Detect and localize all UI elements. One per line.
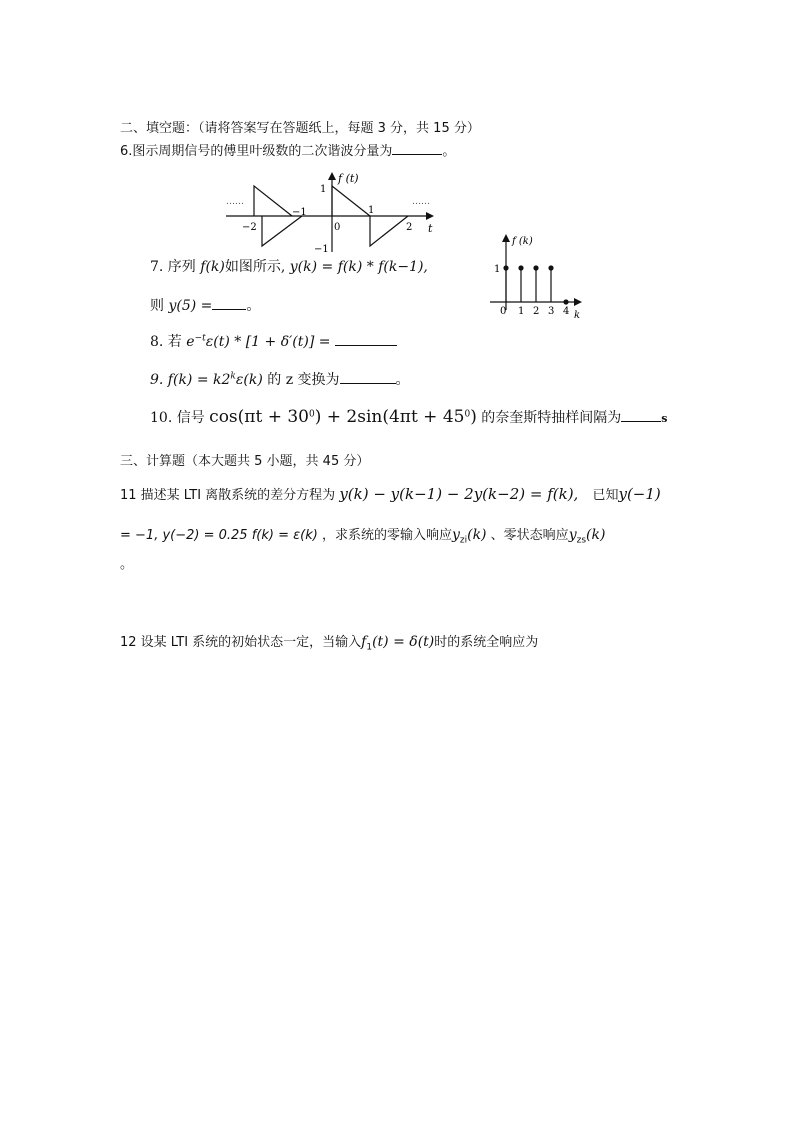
q7-answer-blank <box>212 297 246 310</box>
q11-zs-arg: (k) <box>586 527 606 543</box>
q9-expr: 9. f(k) = k2 <box>150 372 231 388</box>
q10-suffix: 的奈奎斯特抽样间隔为 <box>481 410 622 426</box>
q9-answer-blank <box>340 371 396 384</box>
stem-point-k1 <box>518 265 523 270</box>
q6-text: 6.图示周期信号的傅里叶级数的二次谐波分量为 <box>120 144 393 159</box>
q10-expr-a-sup: 0 <box>308 409 315 420</box>
question-8 <box>150 333 397 351</box>
q7-prefix: 7. 序列 <box>150 259 196 275</box>
q9-expr-rest: ε(k) <box>235 372 263 388</box>
q7-then: 则 <box>150 298 164 314</box>
q11-y2: y <box>568 527 577 543</box>
stem-xtick-k3: 3 <box>548 306 555 317</box>
q6-ylabel: f (t) <box>338 172 359 185</box>
q11-zi-arg: (k) <box>467 527 487 543</box>
q9-end: 。 <box>395 372 410 388</box>
q10-expr-c: ) <box>470 407 477 427</box>
q7-k-arrow <box>574 298 582 306</box>
q12-expr: (t) = δ(t) <box>372 634 435 650</box>
question-9 <box>150 371 410 389</box>
q6-dots-left: …… <box>226 197 244 207</box>
q8-prefix: 8. 若 <box>150 334 182 350</box>
q7-desc: 如图所示, <box>224 259 286 275</box>
q11-difference-eq: y(k) − y(k−1) − 2y(k−2) = f(k), <box>339 485 579 503</box>
q10-prefix: 10. 信号 <box>150 410 205 426</box>
q10-unit: s <box>661 412 668 425</box>
stem-xtick-k1: 1 <box>518 306 525 317</box>
q7-ylabel: f (k) <box>512 236 533 247</box>
question-12 <box>120 633 538 652</box>
question-10 <box>150 408 668 428</box>
q7-sequence-graph <box>480 230 590 322</box>
q6-xtick-neg1: −1 <box>292 207 307 218</box>
q7-xlabel: k <box>574 310 581 321</box>
q6-answer-blank <box>392 142 442 155</box>
q6-wave-seg1 <box>254 186 292 216</box>
section3-heading: 三、计算题（本大题共 5 小题，共 45 分） <box>120 454 370 469</box>
q11-zs-sub: zs <box>576 535 587 546</box>
q7-end: 。 <box>246 298 261 314</box>
q11-zi-sub: zi <box>459 535 468 546</box>
q9-expr-sup: k <box>230 371 236 382</box>
q11-initial-values: = −1, y(−2) = 0.25 f(k) = ε(k) <box>120 528 318 543</box>
q11-ask-zi: ，求系统的零输入响应 <box>321 528 452 543</box>
q11-y: y <box>451 527 460 543</box>
q11-text1: 11 描述某 LTI 离散系统的差分方程为 <box>120 488 336 503</box>
q6-ytick-1: 1 <box>320 184 327 195</box>
question-7-line1 <box>150 258 428 276</box>
q6-dots-right: …… <box>412 197 430 207</box>
q6-t-arrow <box>426 212 434 220</box>
q8-answer-blank <box>335 333 397 346</box>
q6-xtick-2: 2 <box>406 222 413 233</box>
q8-exp: e <box>186 334 195 350</box>
q6-xtick-1: 1 <box>368 205 375 216</box>
q7-ytick-1: 1 <box>494 264 501 275</box>
question-11-line2 <box>120 526 605 545</box>
q6-wave-seg2 <box>262 216 302 246</box>
q6-f-arrow <box>328 172 336 180</box>
q6-xtick-0: 0 <box>334 222 341 233</box>
q12-f-sub: 1 <box>366 642 373 653</box>
q8-expr: ε(t) * [1 + δ′(t)] = <box>205 334 331 350</box>
stem-xtick-k4: 4 <box>563 306 570 317</box>
stem-point-k4 <box>563 299 568 304</box>
q6-signal-graph <box>222 168 444 258</box>
question-6 <box>120 142 455 161</box>
q6-xlabel: t <box>428 222 433 235</box>
q11-ask-zs: 、零状态响应 <box>490 528 569 543</box>
q7-y5: y(5) = <box>168 298 213 314</box>
q6-end: 。 <box>442 144 456 159</box>
q7-convolution: y(k) = f(k) * f(k−1), <box>289 259 428 275</box>
stem-point-k0 <box>503 265 508 270</box>
stem-xtick-k0: 0 <box>500 306 507 317</box>
q6-wave-seg4 <box>370 216 408 246</box>
q10-expr-b-sup: 0 <box>464 409 471 420</box>
stem-xtick-k2: 2 <box>533 306 540 317</box>
q12-text-a: 12 设某 LTI 系统的初始状态一定，当输入 <box>120 635 362 650</box>
stem-point-k3 <box>548 265 553 270</box>
q11-y-neg1: y(−1) <box>618 485 661 503</box>
stem-point-k2 <box>533 265 538 270</box>
question-7-line2 <box>150 297 260 315</box>
q6-xtick-neg2: −2 <box>242 222 257 233</box>
q11-known: 已知 <box>592 488 619 503</box>
q7-f-arrow <box>502 234 510 242</box>
q10-answer-blank <box>621 409 661 422</box>
q6-wave-seg3 <box>332 186 370 216</box>
q6-ytick-neg1: −1 <box>314 244 329 255</box>
q10-expr-b: ) + 2sin(4πt + 45 <box>314 407 465 427</box>
q12-f: f <box>361 634 367 650</box>
q12-text-b: 时的系统全响应为 <box>434 635 539 650</box>
question-11-line1 <box>120 485 661 505</box>
q11-end: 。 <box>120 557 134 572</box>
q9-suffix: 的 z 变换为 <box>267 372 340 388</box>
q7-fk: f(k) <box>200 259 225 275</box>
q10-expr-a: cos(πt + 30 <box>209 407 309 427</box>
section2-heading: 二、填空题：（请将答案写在答题纸上，每题 3 分，共 15 分） <box>120 121 480 136</box>
q8-exp-sup: −t <box>194 333 206 344</box>
